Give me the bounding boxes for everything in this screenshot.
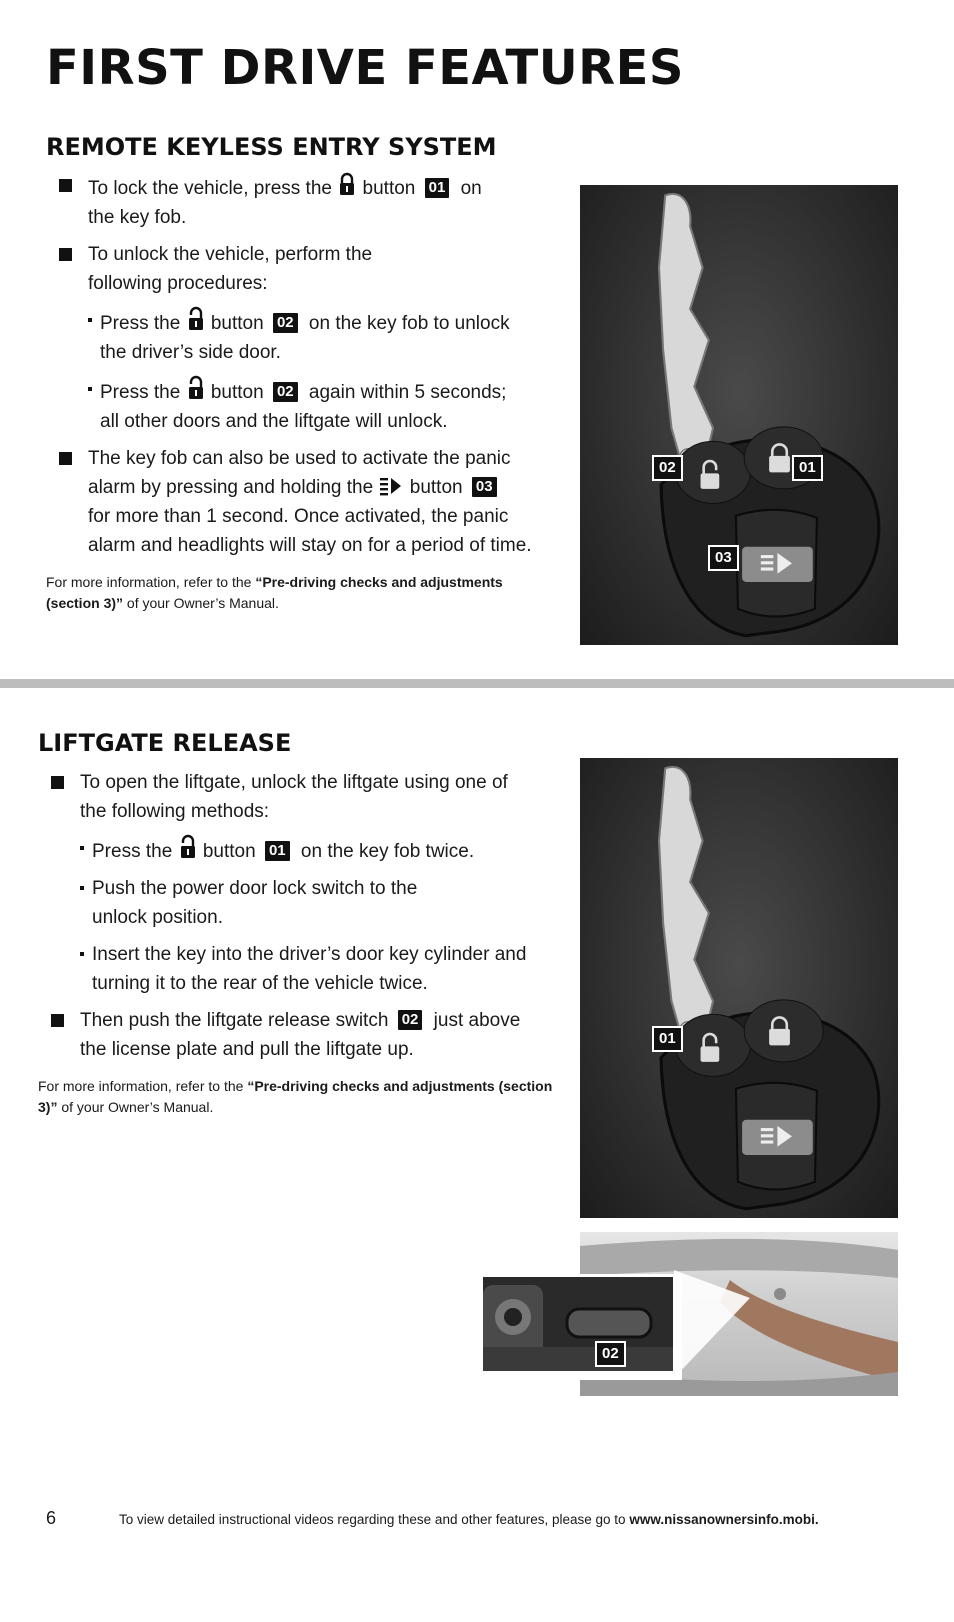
sub-list-item: Insert the key into the driver’s door key cylinder and turning it to the rear of the vehicle twice. — [38, 940, 558, 998]
lock-icon — [339, 171, 355, 197]
liftgate-key-fob-photo — [580, 758, 898, 1218]
reference-note: For more information, refer to the “Pre-driving checks and adjustments (section 3)” of your Owner’s Manual. — [38, 1078, 553, 1115]
panic-icon — [380, 476, 402, 496]
liftgate-heading: LIFTGATE RELEASE — [38, 729, 292, 757]
footer-note: To view detailed instructional videos regarding these and other features, please go to www.nissanownersinfo.mobi. — [119, 1512, 819, 1527]
sub-list-item: Press the button 02 on the key fob to unlock the driver’s side door. — [46, 306, 546, 367]
list-item: To lock the vehicle, press the button 01 on the key fob. — [46, 171, 546, 232]
sub-list-item: Press the button 02 again within 5 seconds; all other doors and the liftgate will unlock. — [46, 375, 546, 436]
list-item: Then push the liftgate release switch 02 just above the license plate and pull the liftgate up. — [38, 1006, 558, 1064]
callout-badge: 01 — [265, 841, 290, 861]
footer-link[interactable]: www.nissanownersinfo.mobi. — [629, 1512, 819, 1527]
callout-badge: 02 — [273, 382, 298, 402]
sub-list-item: Push the power door lock switch to the unlock position. — [38, 874, 558, 932]
bullet-icon — [59, 248, 72, 261]
unlock-icon — [188, 375, 204, 401]
list-item: The key fob can also be used to activate the panic alarm by pressing and holding the button 03 for more than 1 second. Once activated, the panic alarm and headlights will stay on for a period of time. — [46, 444, 546, 560]
list-item: To unlock the vehicle, perform the following procedures: — [46, 240, 546, 298]
sub-list-item: Press the button 01 on the key fob twice. — [38, 834, 558, 866]
callout-badge: 02 — [273, 313, 298, 333]
callout-badge: 03 — [472, 477, 497, 497]
sub-bullet-icon — [80, 886, 84, 890]
key-fob-image — [580, 185, 898, 645]
sub-bullet-icon — [80, 952, 84, 956]
liftgate-body — [38, 768, 558, 1118]
callout-badge: 01 — [792, 455, 823, 481]
license-light-image — [483, 1277, 673, 1371]
bullet-icon — [59, 452, 72, 465]
sub-bullet-icon — [88, 387, 92, 391]
bullet-icon — [51, 776, 64, 789]
reference-note: For more information, refer to the “Pre-driving checks and adjustments (section 3)” of your Owner’s Manual. — [46, 574, 503, 611]
list-item: To open the liftgate, unlock the liftgate using one of the following methods: — [38, 768, 558, 826]
section-divider — [0, 679, 954, 688]
bullet-icon — [51, 1014, 64, 1027]
callout-badge: 01 — [425, 178, 450, 198]
callout-badge: 02 — [398, 1010, 423, 1030]
rke-body — [46, 171, 546, 614]
inset-pointer — [674, 1270, 754, 1380]
callout-badge: 01 — [652, 1026, 683, 1052]
liftgate-switch-inset — [480, 1274, 682, 1380]
callout-badge: 02 — [595, 1341, 626, 1367]
key-fob-image — [580, 758, 898, 1218]
liftgate-unlock-icon — [180, 834, 196, 860]
rke-heading: REMOTE KEYLESS ENTRY SYSTEM — [46, 133, 497, 161]
page-number: 6 — [46, 1508, 57, 1528]
sub-bullet-icon — [88, 318, 92, 322]
callout-badge: 03 — [708, 545, 739, 571]
page-title: FIRST DRIVE FEATURES — [46, 40, 684, 96]
sub-bullet-icon — [80, 846, 84, 850]
bullet-icon — [59, 179, 72, 192]
key-fob-photo — [580, 185, 898, 645]
unlock-icon — [188, 306, 204, 332]
callout-badge: 02 — [652, 455, 683, 481]
